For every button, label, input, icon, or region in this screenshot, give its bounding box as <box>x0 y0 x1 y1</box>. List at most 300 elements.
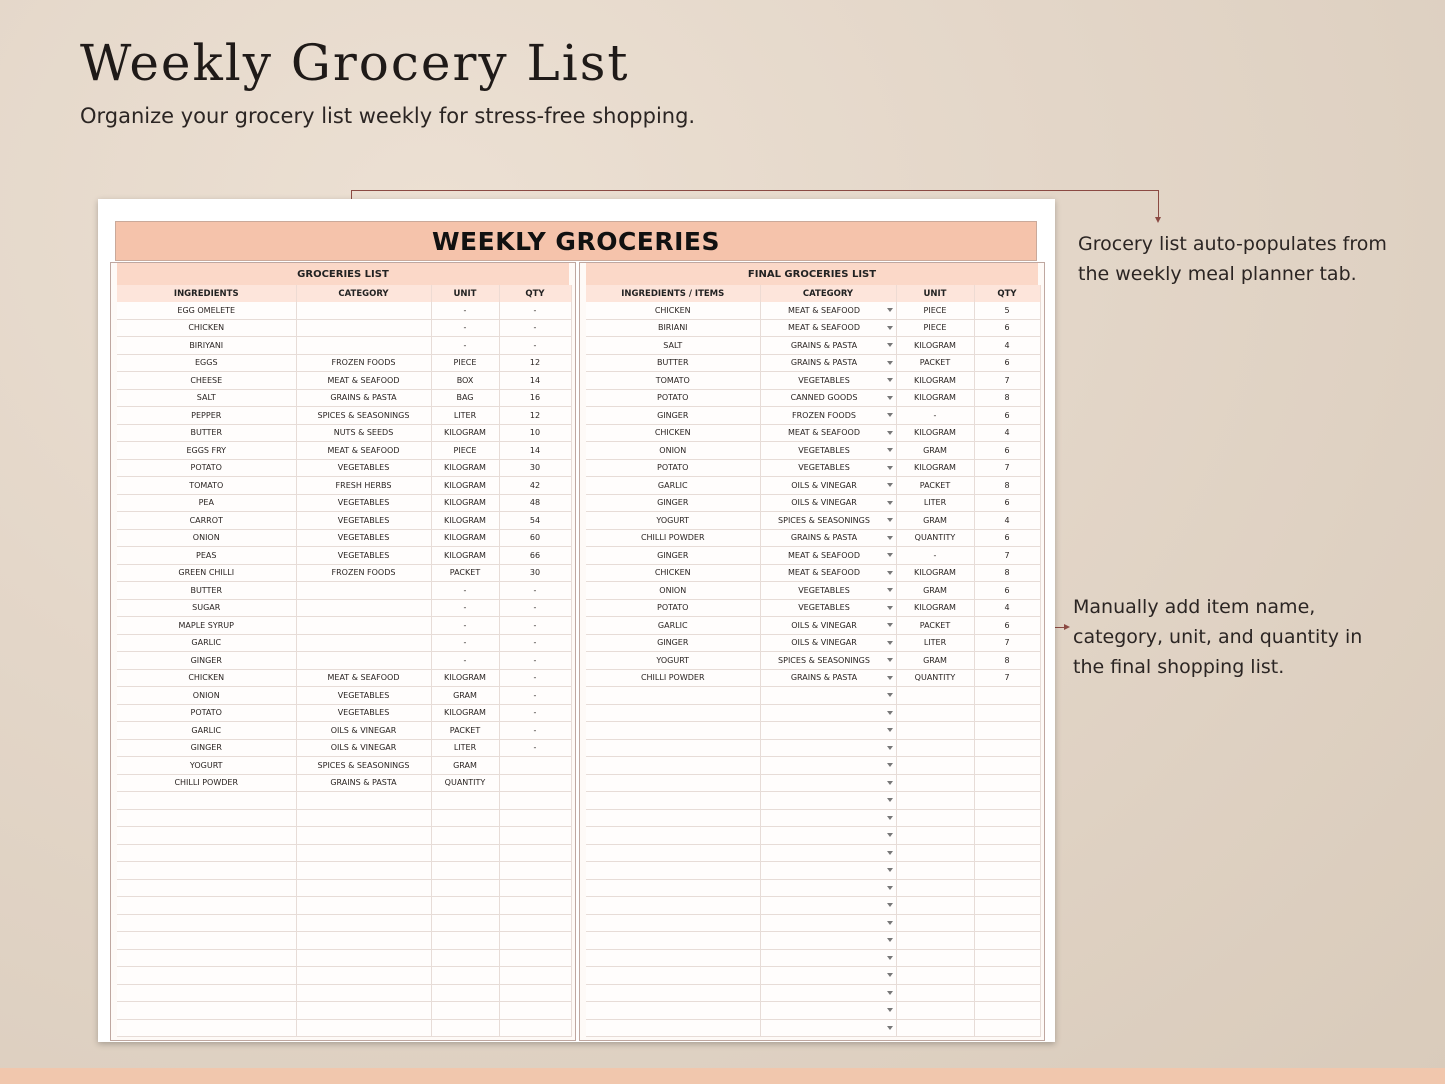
cell-item[interactable]: ONION <box>586 582 760 600</box>
cell-item[interactable]: YOGURT <box>586 512 760 530</box>
cell-item[interactable] <box>117 1002 296 1020</box>
cell-category[interactable]: MEAT & SEAFOOD <box>296 442 431 460</box>
cell-item[interactable]: ONION <box>117 687 296 705</box>
cell-unit[interactable]: KILOGRAM <box>896 424 974 442</box>
cell-qty[interactable]: 8 <box>974 652 1040 670</box>
cell-category[interactable]: SPICES & SEASONINGS <box>760 512 896 530</box>
cell-category[interactable]: VEGETABLES <box>760 599 896 617</box>
cell-unit[interactable] <box>896 844 974 862</box>
cell-unit[interactable]: - <box>431 634 499 652</box>
cell-unit[interactable] <box>896 1019 974 1037</box>
cell-item[interactable] <box>117 827 296 845</box>
cell-qty[interactable]: 8 <box>974 477 1040 495</box>
cell-unit[interactable] <box>431 862 499 880</box>
cell-unit[interactable] <box>431 1002 499 1020</box>
dropdown-arrow-icon[interactable] <box>887 483 893 487</box>
cell-qty[interactable]: - <box>499 704 571 722</box>
cell-qty[interactable]: 7 <box>974 547 1040 565</box>
cell-item[interactable] <box>586 914 760 932</box>
cell-category[interactable] <box>760 704 896 722</box>
cell-qty[interactable]: - <box>499 687 571 705</box>
cell-unit[interactable]: LITER <box>896 494 974 512</box>
cell-item[interactable] <box>586 844 760 862</box>
cell-category[interactable] <box>760 757 896 775</box>
cell-category[interactable]: OILS & VINEGAR <box>760 494 896 512</box>
dropdown-arrow-icon[interactable] <box>887 991 893 995</box>
cell-unit[interactable]: KILOGRAM <box>431 512 499 530</box>
cell-unit[interactable] <box>896 879 974 897</box>
dropdown-arrow-icon[interactable] <box>887 553 893 557</box>
cell-unit[interactable]: GRAM <box>431 757 499 775</box>
cell-item[interactable]: GINGER <box>117 652 296 670</box>
cell-unit[interactable] <box>431 844 499 862</box>
cell-item[interactable]: TOMATO <box>586 372 760 390</box>
cell-qty[interactable] <box>499 967 571 985</box>
cell-unit[interactable]: KILOGRAM <box>896 389 974 407</box>
cell-unit[interactable] <box>896 809 974 827</box>
cell-item[interactable] <box>117 879 296 897</box>
dropdown-arrow-icon[interactable] <box>887 588 893 592</box>
cell-qty[interactable]: 16 <box>499 389 571 407</box>
dropdown-arrow-icon[interactable] <box>887 763 893 767</box>
cell-unit[interactable] <box>896 757 974 775</box>
cell-category[interactable] <box>296 792 431 810</box>
cell-unit[interactable] <box>896 914 974 932</box>
cell-unit[interactable]: - <box>431 617 499 635</box>
cell-item[interactable]: BUTTER <box>586 354 760 372</box>
cell-item[interactable] <box>586 897 760 915</box>
cell-item[interactable] <box>586 774 760 792</box>
cell-unit[interactable] <box>431 949 499 967</box>
cell-qty[interactable]: 12 <box>499 354 571 372</box>
cell-qty[interactable] <box>499 932 571 950</box>
cell-qty[interactable]: 4 <box>974 424 1040 442</box>
cell-category[interactable]: OILS & VINEGAR <box>296 722 431 740</box>
cell-item[interactable] <box>586 967 760 985</box>
cell-item[interactable] <box>586 809 760 827</box>
cell-qty[interactable]: - <box>499 599 571 617</box>
dropdown-arrow-icon[interactable] <box>887 676 893 680</box>
cell-item[interactable]: POTATO <box>117 704 296 722</box>
cell-unit[interactable]: BAG <box>431 389 499 407</box>
dropdown-arrow-icon[interactable] <box>887 886 893 890</box>
cell-category[interactable] <box>296 879 431 897</box>
dropdown-arrow-icon[interactable] <box>887 431 893 435</box>
cell-item[interactable]: CHICKEN <box>117 669 296 687</box>
cell-item[interactable] <box>117 984 296 1002</box>
cell-item[interactable]: GINGER <box>586 494 760 512</box>
cell-unit[interactable]: LITER <box>896 634 974 652</box>
cell-unit[interactable] <box>431 897 499 915</box>
cell-unit[interactable]: - <box>431 337 499 355</box>
cell-category[interactable]: MEAT & SEAFOOD <box>760 547 896 565</box>
dropdown-arrow-icon[interactable] <box>887 326 893 330</box>
cell-unit[interactable]: - <box>431 319 499 337</box>
cell-qty[interactable] <box>974 757 1040 775</box>
cell-unit[interactable]: PACKET <box>431 722 499 740</box>
cell-category[interactable]: VEGETABLES <box>760 372 896 390</box>
cell-item[interactable]: GINGER <box>586 547 760 565</box>
cell-category[interactable]: VEGETABLES <box>760 582 896 600</box>
dropdown-arrow-icon[interactable] <box>887 641 893 645</box>
dropdown-arrow-icon[interactable] <box>887 518 893 522</box>
cell-category[interactable] <box>760 844 896 862</box>
cell-unit[interactable]: KILOGRAM <box>431 669 499 687</box>
cell-category[interactable]: GRAINS & PASTA <box>296 389 431 407</box>
cell-category[interactable] <box>296 809 431 827</box>
cell-category[interactable]: FROZEN FOODS <box>296 564 431 582</box>
cell-qty[interactable]: 6 <box>974 354 1040 372</box>
cell-item[interactable]: CHILLI POWDER <box>117 774 296 792</box>
cell-item[interactable]: GINGER <box>586 407 760 425</box>
cell-category[interactable] <box>760 897 896 915</box>
cell-qty[interactable]: 6 <box>974 442 1040 460</box>
cell-item[interactable]: SUGAR <box>117 599 296 617</box>
dropdown-arrow-icon[interactable] <box>887 746 893 750</box>
cell-qty[interactable]: 14 <box>499 372 571 390</box>
cell-item[interactable] <box>586 827 760 845</box>
cell-unit[interactable]: PACKET <box>896 617 974 635</box>
cell-unit[interactable]: KILOGRAM <box>431 704 499 722</box>
dropdown-arrow-icon[interactable] <box>887 1008 893 1012</box>
cell-item[interactable] <box>117 792 296 810</box>
cell-category[interactable] <box>296 1019 431 1037</box>
cell-category[interactable]: MEAT & SEAFOOD <box>760 302 896 319</box>
cell-qty[interactable] <box>499 844 571 862</box>
cell-category[interactable] <box>296 844 431 862</box>
cell-qty[interactable] <box>499 862 571 880</box>
cell-unit[interactable]: PIECE <box>896 302 974 319</box>
dropdown-arrow-icon[interactable] <box>887 606 893 610</box>
cell-item[interactable] <box>586 757 760 775</box>
cell-qty[interactable] <box>974 967 1040 985</box>
cell-category[interactable] <box>760 932 896 950</box>
cell-qty[interactable] <box>974 879 1040 897</box>
cell-category[interactable] <box>760 722 896 740</box>
cell-qty[interactable]: 54 <box>499 512 571 530</box>
cell-qty[interactable]: 7 <box>974 459 1040 477</box>
cell-unit[interactable] <box>431 879 499 897</box>
cell-item[interactable]: ONION <box>586 442 760 460</box>
cell-item[interactable]: GINGER <box>117 739 296 757</box>
cell-qty[interactable]: 6 <box>974 319 1040 337</box>
cell-item[interactable]: BUTTER <box>117 424 296 442</box>
cell-item[interactable] <box>117 932 296 950</box>
cell-category[interactable] <box>760 862 896 880</box>
cell-category[interactable]: CANNED GOODS <box>760 389 896 407</box>
cell-qty[interactable]: 14 <box>499 442 571 460</box>
cell-qty[interactable]: - <box>499 337 571 355</box>
cell-item[interactable]: TOMATO <box>117 477 296 495</box>
cell-item[interactable] <box>117 949 296 967</box>
cell-item[interactable] <box>117 809 296 827</box>
dropdown-arrow-icon[interactable] <box>887 711 893 715</box>
cell-item[interactable]: POTATO <box>586 599 760 617</box>
cell-category[interactable] <box>760 792 896 810</box>
cell-category[interactable]: MEAT & SEAFOOD <box>760 424 896 442</box>
cell-item[interactable] <box>586 949 760 967</box>
cell-qty[interactable]: 4 <box>974 512 1040 530</box>
cell-category[interactable] <box>760 967 896 985</box>
cell-category[interactable]: VEGETABLES <box>760 442 896 460</box>
cell-qty[interactable] <box>974 984 1040 1002</box>
cell-item[interactable]: PEAS <box>117 547 296 565</box>
dropdown-arrow-icon[interactable] <box>887 623 893 627</box>
dropdown-arrow-icon[interactable] <box>887 413 893 417</box>
cell-unit[interactable] <box>896 774 974 792</box>
cell-item[interactable]: POTATO <box>586 389 760 407</box>
cell-category[interactable] <box>296 984 431 1002</box>
cell-category[interactable]: MEAT & SEAFOOD <box>296 669 431 687</box>
cell-qty[interactable] <box>499 1002 571 1020</box>
dropdown-arrow-icon[interactable] <box>887 378 893 382</box>
cell-item[interactable]: CHICKEN <box>117 319 296 337</box>
cell-item[interactable]: CARROT <box>117 512 296 530</box>
dropdown-arrow-icon[interactable] <box>887 921 893 925</box>
cell-qty[interactable]: - <box>499 617 571 635</box>
cell-qty[interactable]: 5 <box>974 302 1040 319</box>
cell-item[interactable] <box>117 862 296 880</box>
dropdown-arrow-icon[interactable] <box>887 448 893 452</box>
cell-category[interactable] <box>760 914 896 932</box>
dropdown-arrow-icon[interactable] <box>887 693 893 697</box>
cell-unit[interactable]: KILOGRAM <box>431 529 499 547</box>
cell-category[interactable] <box>296 634 431 652</box>
cell-category[interactable] <box>296 582 431 600</box>
cell-qty[interactable]: 6 <box>974 529 1040 547</box>
dropdown-arrow-icon[interactable] <box>887 938 893 942</box>
cell-qty[interactable] <box>974 739 1040 757</box>
cell-qty[interactable]: - <box>499 722 571 740</box>
cell-qty[interactable] <box>499 827 571 845</box>
cell-item[interactable]: CHICKEN <box>586 564 760 582</box>
cell-category[interactable] <box>760 879 896 897</box>
cell-item[interactable]: BUTTER <box>117 582 296 600</box>
cell-qty[interactable] <box>974 774 1040 792</box>
cell-qty[interactable] <box>974 914 1040 932</box>
cell-item[interactable]: GARLIC <box>586 617 760 635</box>
cell-category[interactable]: GRAINS & PASTA <box>760 354 896 372</box>
cell-qty[interactable] <box>974 687 1040 705</box>
cell-unit[interactable]: GRAM <box>896 442 974 460</box>
cell-qty[interactable] <box>974 949 1040 967</box>
cell-qty[interactable] <box>499 949 571 967</box>
cell-unit[interactable]: - <box>896 547 974 565</box>
dropdown-arrow-icon[interactable] <box>887 1026 893 1030</box>
cell-unit[interactable] <box>896 704 974 722</box>
cell-unit[interactable] <box>896 687 974 705</box>
cell-item[interactable]: GARLIC <box>586 477 760 495</box>
cell-item[interactable]: EGGS FRY <box>117 442 296 460</box>
cell-item[interactable]: SALT <box>586 337 760 355</box>
cell-unit[interactable]: PACKET <box>431 564 499 582</box>
cell-item[interactable]: CHILLI POWDER <box>586 529 760 547</box>
cell-category[interactable] <box>296 914 431 932</box>
cell-category[interactable]: SPICES & SEASONINGS <box>296 407 431 425</box>
cell-unit[interactable]: KILOGRAM <box>896 459 974 477</box>
cell-category[interactable]: VEGETABLES <box>296 459 431 477</box>
cell-qty[interactable]: - <box>499 634 571 652</box>
cell-item[interactable] <box>586 862 760 880</box>
cell-unit[interactable] <box>896 827 974 845</box>
cell-unit[interactable]: - <box>431 652 499 670</box>
cell-item[interactable]: PEPPER <box>117 407 296 425</box>
cell-qty[interactable]: 7 <box>974 669 1040 687</box>
cell-qty[interactable]: 8 <box>974 389 1040 407</box>
cell-category[interactable]: MEAT & SEAFOOD <box>296 372 431 390</box>
cell-category[interactable] <box>760 687 896 705</box>
cell-category[interactable] <box>760 949 896 967</box>
cell-item[interactable]: BIRIYANI <box>117 337 296 355</box>
cell-unit[interactable]: - <box>431 599 499 617</box>
cell-qty[interactable]: - <box>499 652 571 670</box>
cell-category[interactable] <box>296 617 431 635</box>
cell-category[interactable]: VEGETABLES <box>296 547 431 565</box>
dropdown-arrow-icon[interactable] <box>887 781 893 785</box>
dropdown-arrow-icon[interactable] <box>887 501 893 505</box>
cell-category[interactable] <box>760 774 896 792</box>
cell-item[interactable] <box>586 1002 760 1020</box>
cell-qty[interactable] <box>974 897 1040 915</box>
cell-unit[interactable]: KILOGRAM <box>896 599 974 617</box>
cell-item[interactable]: POTATO <box>117 459 296 477</box>
cell-unit[interactable]: BOX <box>431 372 499 390</box>
cell-qty[interactable] <box>974 809 1040 827</box>
cell-unit[interactable]: KILOGRAM <box>431 424 499 442</box>
cell-item[interactable]: GARLIC <box>117 634 296 652</box>
cell-qty[interactable] <box>499 897 571 915</box>
cell-unit[interactable] <box>431 967 499 985</box>
cell-item[interactable] <box>586 984 760 1002</box>
cell-item[interactable]: EGGS <box>117 354 296 372</box>
dropdown-arrow-icon[interactable] <box>887 903 893 907</box>
cell-qty[interactable] <box>499 914 571 932</box>
cell-category[interactable] <box>760 739 896 757</box>
dropdown-arrow-icon[interactable] <box>887 798 893 802</box>
cell-unit[interactable]: QUANTITY <box>431 774 499 792</box>
cell-qty[interactable]: 7 <box>974 372 1040 390</box>
cell-category[interactable] <box>296 897 431 915</box>
cell-qty[interactable]: 30 <box>499 459 571 477</box>
cell-qty[interactable] <box>974 862 1040 880</box>
cell-unit[interactable] <box>431 984 499 1002</box>
dropdown-arrow-icon[interactable] <box>887 361 893 365</box>
cell-unit[interactable] <box>431 1019 499 1037</box>
cell-qty[interactable] <box>499 809 571 827</box>
cell-qty[interactable]: 8 <box>974 564 1040 582</box>
cell-qty[interactable]: - <box>499 739 571 757</box>
cell-qty[interactable]: 12 <box>499 407 571 425</box>
cell-qty[interactable]: 30 <box>499 564 571 582</box>
cell-category[interactable] <box>296 302 431 319</box>
cell-unit[interactable]: LITER <box>431 739 499 757</box>
cell-qty[interactable] <box>974 1019 1040 1037</box>
cell-qty[interactable] <box>974 792 1040 810</box>
cell-category[interactable] <box>296 862 431 880</box>
cell-category[interactable] <box>296 1002 431 1020</box>
cell-category[interactable] <box>760 1002 896 1020</box>
cell-item[interactable]: MAPLE SYRUP <box>117 617 296 635</box>
cell-item[interactable] <box>117 1019 296 1037</box>
cell-category[interactable] <box>296 949 431 967</box>
cell-category[interactable] <box>296 337 431 355</box>
cell-unit[interactable]: QUANTITY <box>896 669 974 687</box>
cell-qty[interactable] <box>974 722 1040 740</box>
cell-category[interactable]: FROZEN FOODS <box>296 354 431 372</box>
cell-category[interactable]: GRAINS & PASTA <box>760 337 896 355</box>
cell-unit[interactable]: KILOGRAM <box>896 372 974 390</box>
dropdown-arrow-icon[interactable] <box>887 868 893 872</box>
cell-unit[interactable]: - <box>431 582 499 600</box>
cell-item[interactable]: CHICKEN <box>586 302 760 319</box>
cell-item[interactable]: YOGURT <box>586 652 760 670</box>
cell-unit[interactable]: PACKET <box>896 477 974 495</box>
cell-unit[interactable]: GRAM <box>896 582 974 600</box>
cell-item[interactable] <box>586 739 760 757</box>
cell-category[interactable]: MEAT & SEAFOOD <box>760 319 896 337</box>
cell-unit[interactable]: KILOGRAM <box>431 547 499 565</box>
cell-qty[interactable] <box>499 774 571 792</box>
cell-category[interactable]: GRAINS & PASTA <box>296 774 431 792</box>
cell-item[interactable]: GARLIC <box>117 722 296 740</box>
cell-unit[interactable] <box>896 739 974 757</box>
cell-qty[interactable] <box>974 1002 1040 1020</box>
cell-unit[interactable] <box>896 967 974 985</box>
cell-item[interactable]: CHICKEN <box>586 424 760 442</box>
cell-unit[interactable]: - <box>896 407 974 425</box>
cell-category[interactable]: VEGETABLES <box>296 494 431 512</box>
cell-qty[interactable] <box>499 879 571 897</box>
cell-item[interactable]: BIRIANI <box>586 319 760 337</box>
cell-unit[interactable] <box>431 792 499 810</box>
cell-category[interactable] <box>296 932 431 950</box>
cell-category[interactable] <box>296 652 431 670</box>
cell-unit[interactable] <box>896 862 974 880</box>
cell-category[interactable] <box>760 809 896 827</box>
cell-qty[interactable]: - <box>499 302 571 319</box>
cell-item[interactable] <box>586 879 760 897</box>
cell-unit[interactable]: PACKET <box>896 354 974 372</box>
dropdown-arrow-icon[interactable] <box>887 343 893 347</box>
cell-item[interactable]: SALT <box>117 389 296 407</box>
cell-item[interactable]: ONION <box>117 529 296 547</box>
cell-category[interactable]: MEAT & SEAFOOD <box>760 564 896 582</box>
cell-unit[interactable]: GRAM <box>896 652 974 670</box>
dropdown-arrow-icon[interactable] <box>887 728 893 732</box>
cell-qty[interactable]: 6 <box>974 494 1040 512</box>
cell-item[interactable] <box>586 687 760 705</box>
cell-qty[interactable]: - <box>499 319 571 337</box>
dropdown-arrow-icon[interactable] <box>887 396 893 400</box>
cell-category[interactable] <box>760 984 896 1002</box>
cell-qty[interactable]: 4 <box>974 337 1040 355</box>
cell-item[interactable]: PEA <box>117 494 296 512</box>
cell-qty[interactable]: 6 <box>974 582 1040 600</box>
dropdown-arrow-icon[interactable] <box>887 658 893 662</box>
cell-qty[interactable]: 6 <box>974 617 1040 635</box>
cell-unit[interactable]: KILOGRAM <box>431 494 499 512</box>
cell-item[interactable]: EGG OMELETE <box>117 302 296 319</box>
cell-category[interactable] <box>296 827 431 845</box>
cell-unit[interactable] <box>896 932 974 950</box>
dropdown-arrow-icon[interactable] <box>887 851 893 855</box>
cell-unit[interactable]: GRAM <box>896 512 974 530</box>
dropdown-arrow-icon[interactable] <box>887 833 893 837</box>
cell-qty[interactable]: 42 <box>499 477 571 495</box>
cell-item[interactable]: POTATO <box>586 459 760 477</box>
cell-category[interactable]: OILS & VINEGAR <box>760 634 896 652</box>
cell-unit[interactable]: PIECE <box>431 442 499 460</box>
